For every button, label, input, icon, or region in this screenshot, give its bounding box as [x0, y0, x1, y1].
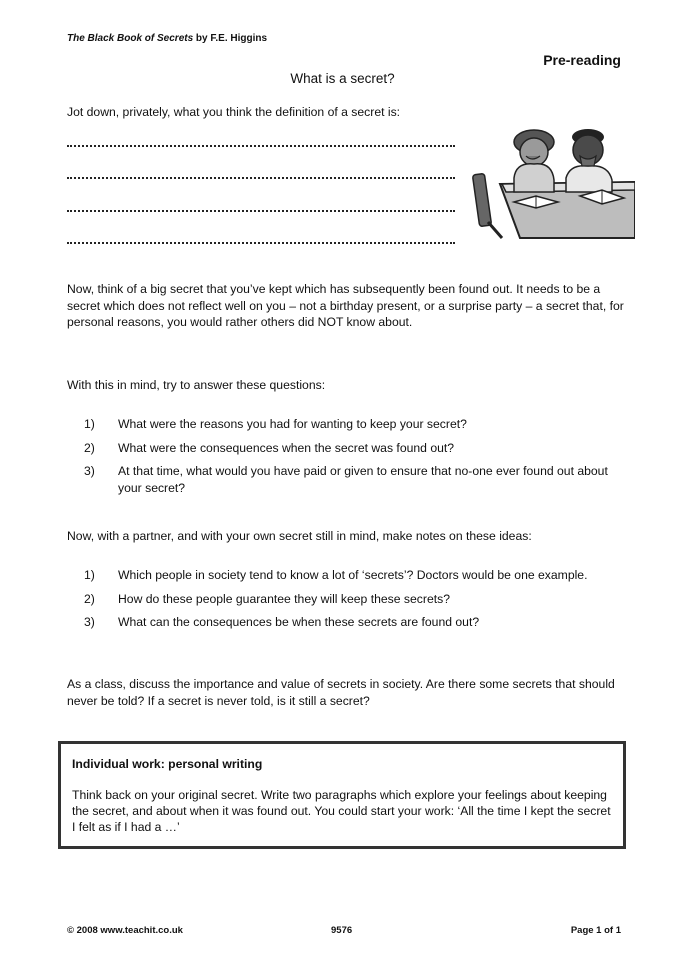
children-reading-illustration — [470, 112, 635, 244]
item-number: 1) — [84, 568, 95, 582]
personal-writing-box — [58, 741, 626, 849]
list-item — [84, 463, 624, 496]
page-title: What is a secret? — [290, 71, 395, 86]
answer-line-1 — [67, 144, 455, 147]
answer-line-3 — [67, 209, 455, 212]
book-author: by F.E. Higgins — [193, 33, 268, 44]
answer-line-4 — [67, 241, 455, 244]
question-list-1 — [84, 416, 624, 503]
section-label: Pre-reading — [543, 52, 621, 68]
box-text: Think back on your original secret. Write two paragraphs which explore your feelings about keeping the secret, and about when it was found out. You could start your work: ‘All the time I kept the secret I felt as if I had a …’ — [72, 788, 611, 834]
paragraph-class-discussion: As a class, discuss the importance and value of secrets in society. Are there some secrets that should never be told? If a secret is never told, is it still a secret? — [67, 677, 615, 708]
item-number: 2) — [84, 591, 95, 606]
footer-code: 9576 — [331, 925, 353, 936]
item-number: 1) — [84, 417, 95, 431]
jot-prompt: Jot down, privately, what you think the definition of a secret is: — [67, 105, 401, 119]
item-text: What can the consequences be when these secrets are found out? — [118, 615, 480, 629]
book-title: The Black Book of Secrets — [67, 33, 194, 44]
footer-copyright: © 2008 www.teachit.co.uk — [67, 925, 183, 936]
answer-line-2 — [67, 176, 455, 179]
paragraph-questions-intro: With this in mind, try to answer these questions: — [67, 378, 326, 392]
item-number: 2) — [84, 440, 95, 455]
item-text: What were the reasons you had for wanting to keep your secret? — [118, 417, 467, 431]
item-text: Which people in society tend to know a lot of ‘secrets’? Doctors would be one example. — [118, 568, 588, 582]
item-text: What were the consequences when the secret was found out? — [118, 440, 455, 455]
paragraph-partner-intro: Now, with a partner, and with your own secret still in mind, make notes on these ideas: — [67, 529, 532, 543]
list-item — [84, 416, 624, 433]
paragraph-secret-description: Now, think of a big secret that you’ve kept which has subsequently been found out. It needs to be a secret which does not reflect well on you – not a birthday present, or a surprise party – a secret that, for personal reasons, you would rather others did NOT know about. — [67, 282, 624, 329]
list-item — [84, 591, 624, 608]
item-text: How do these people guarantee they will keep these secrets? — [118, 591, 450, 606]
item-text: At that time, what would you have paid or given to ensure that no-one ever found out about your secret? — [118, 464, 608, 495]
item-number: 3) — [84, 464, 95, 478]
footer-page-number: Page 1 of 1 — [570, 925, 621, 936]
list-item — [84, 567, 624, 584]
item-number: 3) — [84, 615, 95, 629]
list-item — [84, 440, 624, 457]
book-header — [67, 33, 267, 44]
list-item — [84, 614, 624, 631]
question-list-2 — [84, 567, 624, 638]
box-title: Individual work: personal writing — [72, 757, 263, 771]
